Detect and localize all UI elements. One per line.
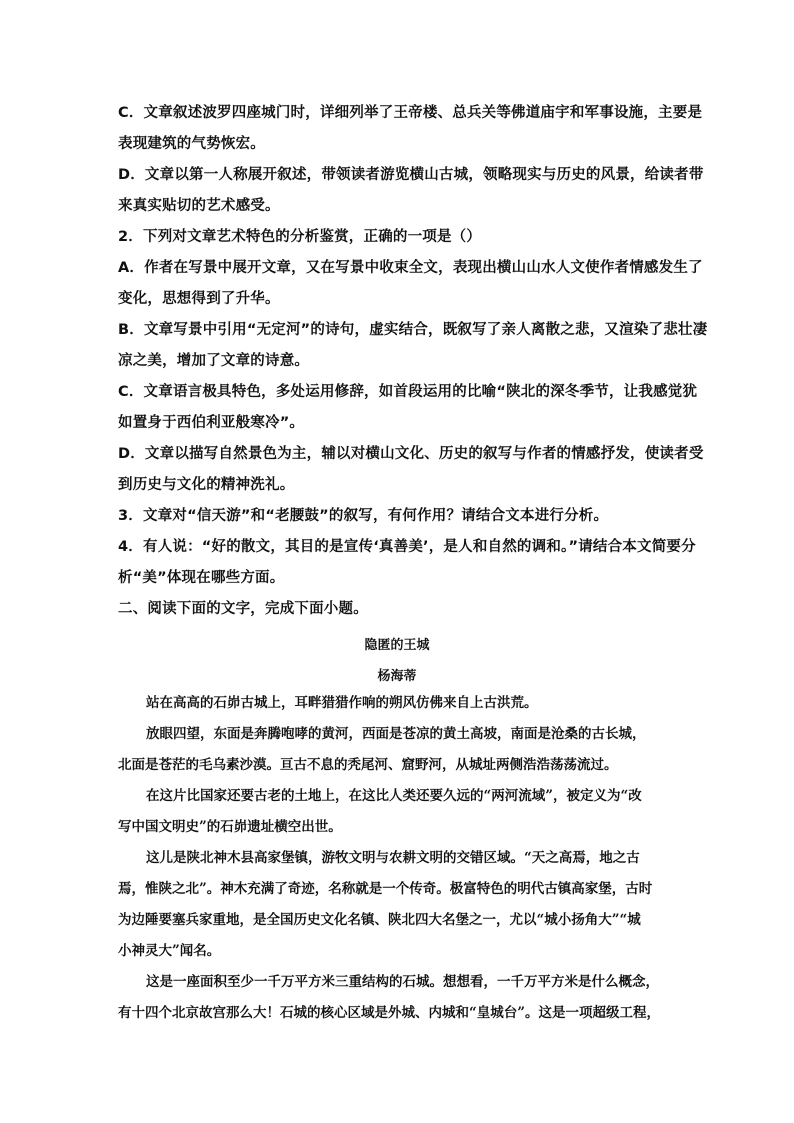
paragraph-3-line-2: 写中国文明史”的石峁遗址横空出世。 (118, 819, 342, 835)
question2-stem: 2．下列对文章艺术特色的分析鉴赏，正确的一项是（） (118, 229, 482, 245)
paragraph-4-line-4: 小神灵大”闻名。 (118, 943, 221, 959)
question1-option-c (118, 98, 703, 160)
question4-line-2: 析“美”体现在哪些方面。 (118, 570, 285, 586)
paragraph-5-line-2: 有十四个北京故宫那么大！石城的核心区域是外城、内城和“皇城台”。这是一项超级工程， (118, 1005, 661, 1021)
question2-option-c-line-2: 如置身于西伯利亚般寒冷”。 (118, 415, 305, 431)
paragraph-4-line-1: 这儿是陕北神木县高家堡镇，游牧文明与农耕文明的交错区域。“天之高焉，地之古 (146, 850, 640, 866)
article-author: 杨海蒂 (377, 669, 417, 684)
option-d-line-2: 来真实贴切的艺术感受。 (118, 198, 280, 214)
section2-heading: 二、阅读下面的文字，完成下面小题。 (118, 601, 368, 617)
paragraph-4-line-2: 焉，惟陕之北”。神木充满了奇迹，名称就是一个传奇。极富特色的明代古镇高家堡，古时 (118, 881, 653, 897)
question2 (118, 222, 708, 625)
paragraph-4-line-3: 为边陲要塞兵家重地，是全国历史文化名镇、陕北四大名堡之一，尤以“城小扬角大”“城 (118, 912, 641, 928)
question2-option-c-line-1: C．文章语言极具特色，多处运用修辞，如首段运用的比喻“陕北的深冬季节，让我感觉犹 (118, 384, 698, 400)
question3: 3．文章对“信天游”和“老腰鼓”的叙写，有何作用？请结合文本进行分析。 (118, 508, 609, 524)
question4-line-1: 4．有人说：“好的散文，其目的是宣传‘真善美’，是人和自然的调和。”请结合本文简要分 (118, 539, 696, 555)
paragraph-2-line-1: 放眼四望，东面是奔腾咆哮的黄河，西面是苍凉的黄土高坡，南面是沧桑的古长城， (146, 726, 646, 742)
question1-option-d (118, 160, 704, 222)
question2-option-d-line-2: 到历史与文化的精神洗礼。 (118, 477, 295, 493)
option-c-line-2: 表现建筑的气势恢宏。 (118, 136, 265, 152)
question2-option-a-line-1: A．作者在写景中展开文章，又在写景中收束全文，表现出横山山水人文使作者情感发生了 (118, 260, 703, 276)
paragraph-3-line-1: 在这片比国家还要古老的土地上，在这比人类还要久远的“两河流域”，被定义为“改 (146, 788, 642, 804)
question2-option-b-line-1: B．文章写景中引用“无定河”的诗句，虚实结合，既叙写了亲人离散之悲，又渲染了悲壮凄 (118, 322, 708, 338)
question2-option-b-line-2: 凉之美，增加了文章的诗意。 (118, 353, 310, 369)
question2-option-a-line-2: 变化，思想得到了升华。 (118, 291, 280, 307)
option-d-line-1: D．文章以第一人称展开叙述，带领读者游览横山古城，领略现实与历史的风景，给读者带 (118, 167, 704, 183)
article-body (118, 688, 678, 1029)
option-c-line-1: C．文章叙述波罗四座城门时，详细列举了王帝楼、总兵关等佛道庙宇和军事设施，主要是 (118, 105, 703, 121)
paragraph-5-line-1: 这是一座面积至少一千万平方米三重结构的石城。想想看，一千万平方米是什么概念， (146, 974, 659, 990)
paragraph-2-line-2: 北面是苍茫的毛乌素沙漠。亘古不息的秃尾河、窟野河，从城址两侧浩浩荡荡流过。 (118, 757, 618, 773)
article-title: 隐匿的王城 (364, 638, 430, 653)
paragraph-1: 站在高高的石峁古城上，耳畔猎猎作响的朔风仿佛来自上古洪荒。 (146, 695, 538, 711)
question2-option-d-line-1: D．文章以描写自然景色为主，辅以对横山文化、历史的叙写与作者的情感抒发，使读者受 (118, 446, 704, 462)
